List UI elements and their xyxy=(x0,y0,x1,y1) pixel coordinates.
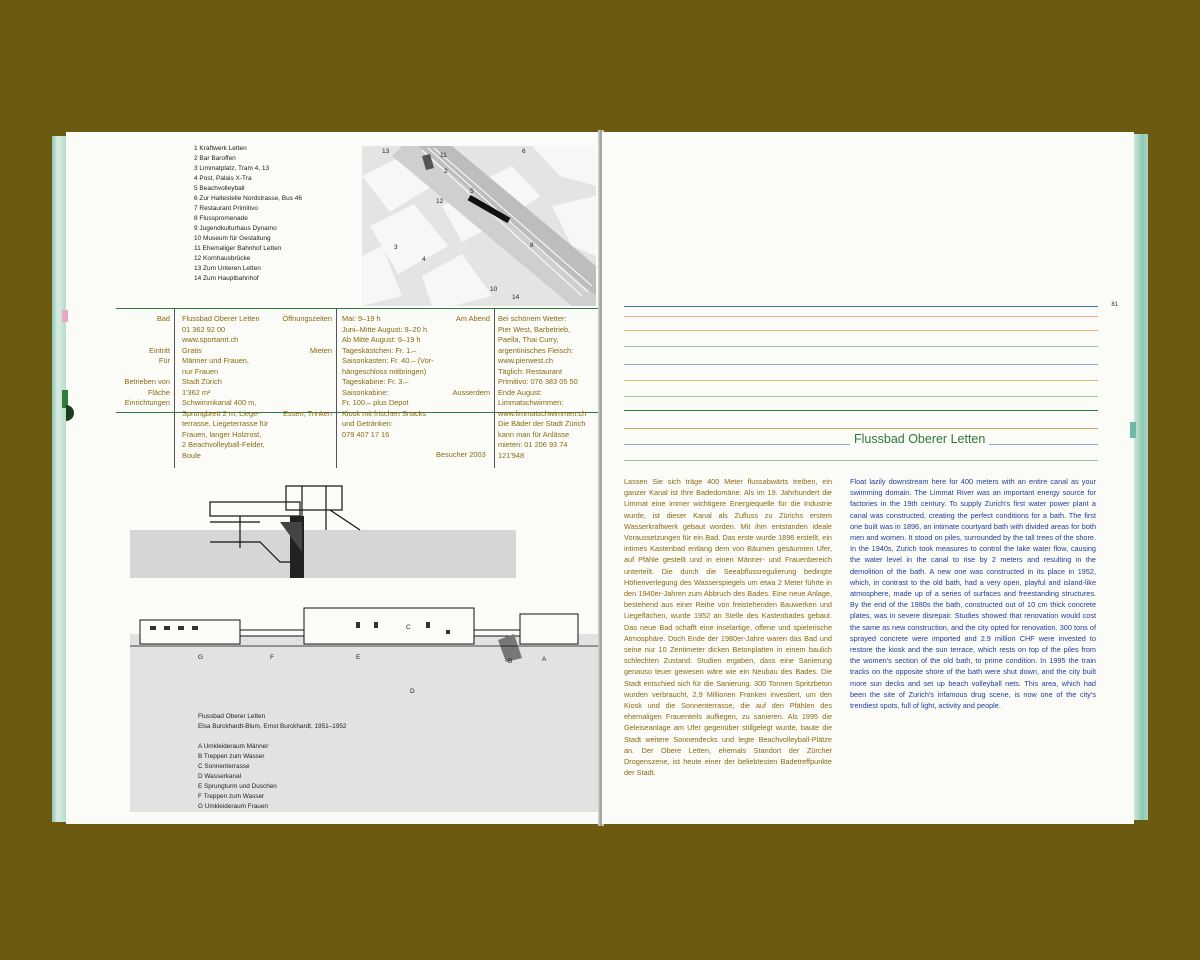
info-label xyxy=(432,346,490,357)
caption-item: E Sprungturm und Duschen xyxy=(198,783,277,790)
map-label-4: 4 xyxy=(422,256,426,263)
teal-tab xyxy=(1130,422,1136,438)
visitors-label: Besucher 2003 xyxy=(436,450,486,459)
info-value: kann man für Anlässe xyxy=(498,429,570,439)
legend-item: 13 Zum Unteren Letten xyxy=(194,265,261,272)
info-divider-3 xyxy=(494,308,495,468)
info-value: Mai: 9–19 h xyxy=(342,314,381,323)
info-value: 079 407 17 16 xyxy=(342,429,390,439)
info-label: Essen, Trinken xyxy=(283,408,332,418)
info-value: Gratis xyxy=(182,345,202,355)
info-label xyxy=(432,377,490,388)
location-map xyxy=(362,146,596,306)
map-label-7: 7 xyxy=(504,216,508,223)
plan-label-b: B xyxy=(508,658,513,665)
map-label-6: 6 xyxy=(522,148,526,155)
info-value: nur Frauen xyxy=(182,366,219,376)
plan-label-c: C xyxy=(406,624,411,631)
info-value: Primitivo: 076 383 05 50 xyxy=(498,377,578,386)
map-legend xyxy=(194,144,302,284)
info-label: Ausserdem xyxy=(452,387,490,397)
map-label-11: 11 xyxy=(440,152,447,159)
open-book xyxy=(52,130,1148,826)
info-label xyxy=(264,398,332,409)
info-label: Fläche xyxy=(147,387,170,397)
info-value: Kiosk mit frischen Snacks xyxy=(342,408,427,418)
info-value: Pier West, Barbetrieb, xyxy=(498,324,571,334)
caption-item: B Treppen zum Wasser xyxy=(198,753,265,760)
info-value: argentinisches Fleisch: xyxy=(498,345,574,355)
info-value: Schwimmkanal 400 m, xyxy=(182,398,257,407)
info-labels-2 xyxy=(264,314,332,419)
info-label xyxy=(264,377,332,388)
german-text: Lassen Sie sich träge 400 Meter flussabwärts treiben, ein ganzer Kanal ist Ihre Badedomäne. Als im 19. Jahrhundert die Limmat eine immer wichtigere Energiequelle für die Industrie wurde, ist dieser Kanal als Zufluss zu Zürichs erstem Wasserkraftwerk gebaut worden. Mit ihm entstanden ideale Voraussetzungen für ein Bad. Das erste wurde 1896 erstellt, ein intimes Kastenbad entlang dem von Bäumen gesäumten Ufer, auf Pfähle gestellt und in einen Männer- und Frauenbereich unterteilt. Die durch die Seeabflussregulierung bedingte Höhenverlegung des Wasserspiegels um etwa 2 Meter führte in den 1940er-Jahren zum Abbruch des Bades. Eine neue Anlage, bestehend aus einer Reihe von freistehenden Bauwerken und Liegeflächen, wurde 1952 an Stelle des Kastenbades gebaut. Das neue Bad schafft eine inselartige, offene und spielerische Atmosphäre. Doch Ende der 1980er-Jahre waren das Bad und seine nur 10 Zentimeter dicken Betonplatten in einem baulich schlechten Zustand. Studien ergaben, dass eine Sanierung genauso teuer gewesen wäre wie ein Neubau des Bades. Die Stadt entschied sich für die Sanierung. 300 Tonnen Spritzbeton wurden verbraucht, 2,9 Millionen Franken investiert, um den Kiosk und die Sonnenterrasse, die auf den Pfählen des ehemaligen Frauenteils aufliegen, zu sanieren. Als 1995 die Geleiseanlage am Ufer gegenüber stillgelegt wurde, baute die Stadt weitere Sonnendecks und legte Beachvolleyball-Plätze an. Der Obere Letten, ehemals Standort der Zürcher Drogenszene, ist heute einer der beliebtesten Badetreffpunkte der Stadt. xyxy=(624,477,832,778)
info-value: Bei schönem Wetter: xyxy=(498,314,567,323)
legend-item: 1 Kraftwerk Letten xyxy=(194,145,247,152)
map-label-3: 3 xyxy=(394,244,398,251)
caption-item: C Sonnenterrasse xyxy=(198,763,250,770)
map-label-13: 13 xyxy=(382,148,390,155)
info-labels-3 xyxy=(432,314,490,398)
info-label xyxy=(432,335,490,346)
legend-item: 5 Beachvolleyball xyxy=(194,185,245,192)
info-label xyxy=(432,325,490,336)
info-value: Täglich: Restaurant xyxy=(498,366,563,376)
map-label-12: 12 xyxy=(436,198,444,205)
info-label: Eintritt xyxy=(149,345,170,355)
info-value: Saisonkabine: xyxy=(342,387,389,397)
bookmark-half-circle-icon xyxy=(66,405,74,421)
legend-item: 6 Zur Haltestelle Nordstrasse, Bus 46 xyxy=(194,195,303,202)
caption-title: Flussbad Oberer Letten xyxy=(198,713,266,720)
legend-item: 14 Zum Hauptbahnhof xyxy=(194,275,259,282)
page-edges-right xyxy=(1134,134,1148,820)
info-value: www.sportamt.ch xyxy=(182,335,239,344)
legend-item: 7 Restaurant Primitivo xyxy=(194,205,258,212)
info-value: Tageskabine: Fr. 3.– xyxy=(342,377,409,386)
caption-authors: Elsa Burckhardt-Blum, Ernst Burckhardt, 1951–1952 xyxy=(198,723,347,730)
caption-item: G Umkleideraum Frauen xyxy=(198,803,268,810)
info-value: terrasse, Liegeterrasse für xyxy=(182,419,269,428)
info-values-2 xyxy=(342,314,442,440)
caption-legend xyxy=(198,742,346,812)
info-label xyxy=(264,335,332,346)
info-value: Männer und Frauen, xyxy=(182,356,249,365)
info-labels-1 xyxy=(118,314,170,409)
info-value: www.limmatschwimmen.ch xyxy=(498,408,587,418)
plan-label-e: E xyxy=(356,654,361,661)
info-value: 01 362 92 00 xyxy=(182,324,226,334)
info-label xyxy=(264,367,332,378)
info-value: Tageskästchen: Fr. 1.– xyxy=(342,345,417,355)
plan-label-f: F xyxy=(270,654,274,661)
info-label: Mieten xyxy=(309,345,332,355)
legend-item: 9 Jugendkulturhaus Dynamo xyxy=(194,225,277,232)
info-value: Sprungbrett 2 m, Liege- xyxy=(182,408,260,418)
article-title: Flussbad Oberer Letten xyxy=(850,432,989,446)
info-value: Paella, Thai Curry, xyxy=(498,335,559,344)
page-edges-left xyxy=(52,136,66,822)
info-value: 2 Beachvolleyball-Felder, xyxy=(182,440,265,449)
map-label-14: 14 xyxy=(512,294,520,301)
map-label-8: 8 xyxy=(530,242,534,249)
plan-caption xyxy=(198,712,346,812)
info-label: Für xyxy=(158,356,170,365)
legend-item: 11 Ehemaliger Bahnhof Letten xyxy=(194,245,282,252)
info-label xyxy=(264,388,332,399)
info-divider-2 xyxy=(336,308,337,468)
english-text: Float lazily downstream here for 400 meters with an entire canal as your swimming domain. The Limmat River was an important energy source for factories in the 19th century. To supply Zurich's first water power plant a canal was constructed, creating the perfect conditions for a bath. The first one built was in 1896, an intimate courtyard bath with divided areas for both men and women. It stood on piles, surrounded by the tall trees of the shore. In the 1940s, Zurich took measures to control the lake water flow, causing the water level in the canal to rise by 2 meters and resulting in the demolition of the bath. A new one was constructed in its place in 1952, which, in contrast to the old bath, had a very open, playful and island-like atmosphere, made up of a series of surfaces and freestanding structures. By the end of the 1980s the bath, constructed out of 10 cm thick concrete plates, was in severe disrepair. Studies showed that renovation would cost the same as new construction, and the city opted for renovation. 300 tons of sprayed concrete were imported and 2.9 million CHF were invested to restore the kiosk and the sun terrace, which rests on top of the piles from the women's section of the old bath, to prime condition. In 1995 the train tracks on the opposite shore of the bath were shut down, and the city built more sun decks and set up beach volleyball nets. This area, which had been the site of Zurich's infamous drug scene, is now one of the city's trendiest spots, full of light, activity and people. xyxy=(850,477,1096,711)
info-value: Stadt Zürich xyxy=(182,377,222,386)
map-label-2: 2 xyxy=(444,168,448,175)
info-value: und Getränken: xyxy=(342,419,393,428)
caption-item: F Treppen zum Wasser xyxy=(198,793,265,800)
info-label xyxy=(118,367,170,378)
caption-item: D Wasserkanal xyxy=(198,773,242,780)
info-label xyxy=(432,356,490,367)
plan-label-g: G xyxy=(198,654,204,661)
info-label: Einrichtungen xyxy=(124,398,170,407)
info-value: Ende August: xyxy=(498,387,542,397)
plan-label-a: A xyxy=(542,656,547,663)
page-number: 81 xyxy=(1111,302,1118,308)
info-label xyxy=(118,325,170,336)
info-value: Frauen, langer Holzrost, xyxy=(182,429,262,439)
info-value: Limmatschwimmen: xyxy=(498,398,564,407)
info-value: Die Bäder der Stadt Zürich xyxy=(498,419,586,428)
info-value: Ab Mitte August: 9–19 h xyxy=(342,335,421,344)
info-value: mieten: 01 206 93 74 xyxy=(498,440,568,449)
info-divider-1 xyxy=(174,308,175,468)
legend-item: 12 Kornhausbrücke xyxy=(194,255,251,262)
section-drawing xyxy=(130,482,516,578)
pink-tab xyxy=(62,310,68,322)
info-value: Fr. 100.– plus Depot xyxy=(342,398,409,407)
left-page xyxy=(66,132,600,824)
info-value: Saisonkasten: Fr. 40.– (Vor- xyxy=(342,356,434,365)
info-label xyxy=(432,367,490,378)
info-value: www.pierwest.ch xyxy=(498,356,554,365)
info-label xyxy=(118,335,170,346)
caption-item: A Umkleideraum Männer xyxy=(198,743,269,750)
info-label: Betrieben von xyxy=(124,377,170,386)
info-label: Am Abend xyxy=(455,314,490,323)
info-value: 1'362 m² xyxy=(182,387,211,397)
info-value: Boule xyxy=(182,450,201,460)
map-label-10: 10 xyxy=(490,286,498,293)
info-values-3 xyxy=(498,314,598,461)
legend-item: 2 Bar Baroffen xyxy=(194,155,236,162)
info-value: hängeschloss mitbringen) xyxy=(342,366,427,376)
legend-item: 8 Flusspromenade xyxy=(194,215,248,222)
map-label-5: 5 xyxy=(470,188,474,195)
plan-label-d: D xyxy=(410,688,415,695)
green-rule-top xyxy=(116,308,600,309)
info-label: Bad xyxy=(156,314,170,323)
info-value: Juni–Mitte August: 9–20 h xyxy=(342,324,428,334)
legend-item: 10 Museum für Gestaltung xyxy=(194,235,271,242)
info-label xyxy=(264,325,332,336)
info-label xyxy=(264,356,332,367)
info-value: 121'948 xyxy=(498,450,525,460)
info-label: Öffnungszeiten xyxy=(282,314,332,323)
legend-item: 3 Limmatplatz, Tram 4, 13 xyxy=(194,165,270,172)
legend-item: 4 Post, Palais X-Tra xyxy=(194,175,252,182)
info-value: Flussbad Oberer Letten xyxy=(182,314,260,323)
